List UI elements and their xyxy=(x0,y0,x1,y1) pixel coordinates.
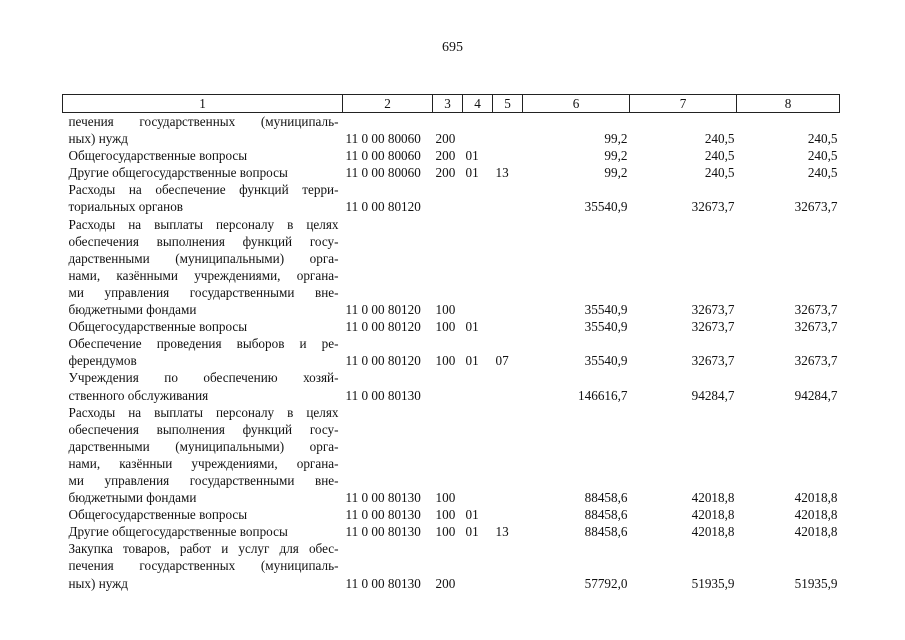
row-name-line: обеспечения выполнения функций госу- xyxy=(68,421,339,437)
row-name-line: печения государственных (муниципаль- xyxy=(68,558,339,574)
row-name-line: Обеспечение проведения выборов и ре- xyxy=(68,336,339,352)
row-name xyxy=(63,113,343,148)
table-header-row xyxy=(63,95,840,113)
row-value-col-7: 240,5 xyxy=(704,131,735,147)
row-value-col-8: 42018,8 xyxy=(794,524,838,540)
row-section xyxy=(463,181,493,215)
row-subsection: 13 xyxy=(495,165,509,181)
row-name-line: Закупка товаров, работ и услуг для обес- xyxy=(68,541,339,557)
row-name-line: ных) нужд xyxy=(68,575,128,591)
table-row xyxy=(63,216,840,319)
row-code: 11 0 00 80130 xyxy=(345,575,421,591)
page-number: 695 xyxy=(442,40,463,55)
row-subsection xyxy=(493,540,523,591)
table-row xyxy=(63,181,840,215)
row-expense-type: 100 xyxy=(435,302,456,318)
row-name-line: нами, казёнными учреждениями, органа- xyxy=(68,267,339,283)
row-expense-type: 100 xyxy=(435,490,456,506)
row-section xyxy=(463,540,493,591)
row-value-col-6: 35540,9 xyxy=(584,199,628,215)
row-value-col-8: 42018,8 xyxy=(794,490,838,506)
row-expense-type xyxy=(433,181,463,215)
row-subsection: 13 xyxy=(495,524,509,540)
row-name-line: Расходы на выплаты персоналу в целях xyxy=(68,216,339,232)
row-name-line: обеспечения выполнения функций госу- xyxy=(68,233,339,249)
row-value-col-6: 35540,9 xyxy=(584,353,628,369)
row-value-col-6: 88458,6 xyxy=(584,507,628,523)
row-value-col-8: 240,5 xyxy=(807,165,838,181)
row-subsection xyxy=(493,404,523,507)
row-expense-type: 100 xyxy=(435,524,456,540)
row-expense-type: 100 xyxy=(435,353,456,369)
row-subsection xyxy=(493,181,523,215)
row-name xyxy=(63,404,343,507)
row-name xyxy=(63,369,343,403)
table-row xyxy=(63,147,840,164)
row-value-col-7: 32673,7 xyxy=(691,302,735,318)
table-row xyxy=(63,369,840,403)
row-name-line: ных) нужд xyxy=(68,131,128,147)
row-subsection xyxy=(493,216,523,319)
row-value-col-6: 88458,6 xyxy=(584,490,628,506)
row-name-line: Расходы на выплаты персоналу в целях xyxy=(68,404,339,420)
budget-table xyxy=(62,94,840,592)
header-col-6: 6 xyxy=(523,95,630,113)
row-name xyxy=(63,506,343,523)
row-value-col-7: 32673,7 xyxy=(691,199,735,215)
row-value-col-7: 240,5 xyxy=(704,165,735,181)
row-name xyxy=(63,335,343,369)
row-subsection xyxy=(493,147,523,164)
row-name xyxy=(63,216,343,319)
row-code: 11 0 00 80120 xyxy=(345,319,421,335)
row-value-col-8: 42018,8 xyxy=(794,507,838,523)
row-value-col-6: 99,2 xyxy=(604,165,628,181)
header-col-7: 7 xyxy=(630,95,737,113)
row-value-col-8: 240,5 xyxy=(807,131,838,147)
row-name-line: Другие общегосударственные вопросы xyxy=(68,165,288,181)
row-value-col-7: 42018,8 xyxy=(691,524,735,540)
row-name-line: ферендумов xyxy=(68,353,137,369)
row-name-line: Учреждения по обеспечению хозяй- xyxy=(68,370,339,386)
row-value-col-6: 57792,0 xyxy=(584,575,628,591)
row-value-col-8: 32673,7 xyxy=(794,353,838,369)
row-value-col-7: 42018,8 xyxy=(691,490,735,506)
row-name-line: дарственными (муниципальными) орга- xyxy=(68,438,339,454)
row-section: 01 xyxy=(465,148,479,164)
row-subsection xyxy=(493,113,523,148)
row-code: 11 0 00 80130 xyxy=(345,387,421,403)
table-body xyxy=(63,113,840,592)
row-section xyxy=(463,113,493,148)
row-value-col-7: 42018,8 xyxy=(691,507,735,523)
row-name xyxy=(63,181,343,215)
row-name-line: ственного обслуживания xyxy=(68,387,209,403)
header-col-3: 3 xyxy=(433,95,463,113)
row-expense-type: 100 xyxy=(435,507,456,523)
row-code: 11 0 00 80120 xyxy=(345,199,421,215)
row-expense-type: 100 xyxy=(435,319,456,335)
row-name-line: нами, казённыи учреждениями, органа- xyxy=(68,455,339,471)
row-subsection xyxy=(493,369,523,403)
row-code: 11 0 00 80120 xyxy=(345,353,421,369)
row-expense-type: 200 xyxy=(435,575,456,591)
row-name xyxy=(63,318,343,335)
row-name-line: ми управления государственными вне- xyxy=(68,472,339,488)
row-name-line: ториальных органов xyxy=(68,199,184,215)
header-col-1: 1 xyxy=(63,95,343,113)
row-value-col-8: 32673,7 xyxy=(794,302,838,318)
row-name-line: бюджетными фондами xyxy=(68,490,197,506)
row-value-col-8: 32673,7 xyxy=(794,199,838,215)
table-row xyxy=(63,318,840,335)
row-name-line: бюджетными фондами xyxy=(68,302,197,318)
table-row xyxy=(63,113,840,148)
row-section: 01 xyxy=(465,524,479,540)
row-section xyxy=(463,369,493,403)
row-name xyxy=(63,147,343,164)
row-value-col-6: 146616,7 xyxy=(578,387,628,403)
table-row xyxy=(63,506,840,523)
row-value-col-7: 51935,9 xyxy=(691,575,735,591)
header-col-5: 5 xyxy=(493,95,523,113)
row-name-line: Общегосударственные вопросы xyxy=(68,319,248,335)
row-value-col-7: 240,5 xyxy=(704,148,735,164)
table-row xyxy=(63,523,840,540)
row-subsection xyxy=(493,506,523,523)
row-name-line: дарственными (муниципальными) орга- xyxy=(68,250,339,266)
row-value-col-8: 32673,7 xyxy=(794,319,838,335)
row-expense-type: 200 xyxy=(435,165,456,181)
row-value-col-6: 35540,9 xyxy=(584,302,628,318)
row-code: 11 0 00 80060 xyxy=(345,165,421,181)
row-value-col-7: 32673,7 xyxy=(691,353,735,369)
row-section: 01 xyxy=(465,507,479,523)
row-expense-type xyxy=(433,369,463,403)
row-code: 11 0 00 80060 xyxy=(345,131,421,147)
row-subsection xyxy=(493,318,523,335)
row-value-col-7: 94284,7 xyxy=(691,387,735,403)
row-section xyxy=(463,216,493,319)
row-value-col-6: 88458,6 xyxy=(584,524,628,540)
row-name xyxy=(63,540,343,591)
row-section: 01 xyxy=(465,319,479,335)
row-section: 01 xyxy=(465,353,479,369)
header-col-2: 2 xyxy=(343,95,433,113)
row-code: 11 0 00 80120 xyxy=(345,302,421,318)
row-code: 11 0 00 80130 xyxy=(345,507,421,523)
row-expense-type: 200 xyxy=(435,131,456,147)
row-name xyxy=(63,164,343,181)
table-row xyxy=(63,404,840,507)
row-value-col-8: 240,5 xyxy=(807,148,838,164)
row-name-line: Общегосударственные вопросы xyxy=(68,148,248,164)
row-name-line: Другие общегосударственные вопросы xyxy=(68,524,288,540)
row-value-col-6: 35540,9 xyxy=(584,319,628,335)
header-col-8: 8 xyxy=(737,95,840,113)
row-name xyxy=(63,523,343,540)
table-row xyxy=(63,164,840,181)
row-value-col-7: 32673,7 xyxy=(691,319,735,335)
row-value-col-6: 99,2 xyxy=(604,148,628,164)
row-section: 01 xyxy=(465,165,479,181)
row-name-line: Общегосударственные вопросы xyxy=(68,507,248,523)
row-code: 11 0 00 80130 xyxy=(345,524,421,540)
row-code: 11 0 00 80060 xyxy=(345,148,421,164)
row-code: 11 0 00 80130 xyxy=(345,490,421,506)
row-value-col-8: 51935,9 xyxy=(794,575,838,591)
row-value-col-6: 99,2 xyxy=(604,131,628,147)
row-name-line: печения государственных (муниципаль- xyxy=(68,114,339,129)
row-name-line: ми управления государственными вне- xyxy=(68,284,339,300)
row-value-col-8: 94284,7 xyxy=(794,387,838,403)
header-col-4: 4 xyxy=(463,95,493,113)
table-row xyxy=(63,540,840,591)
row-name-line: Расходы на обеспечение функций терри- xyxy=(68,182,339,198)
row-subsection: 07 xyxy=(495,353,509,369)
row-expense-type: 200 xyxy=(435,148,456,164)
table-row xyxy=(63,335,840,369)
row-section xyxy=(463,404,493,507)
